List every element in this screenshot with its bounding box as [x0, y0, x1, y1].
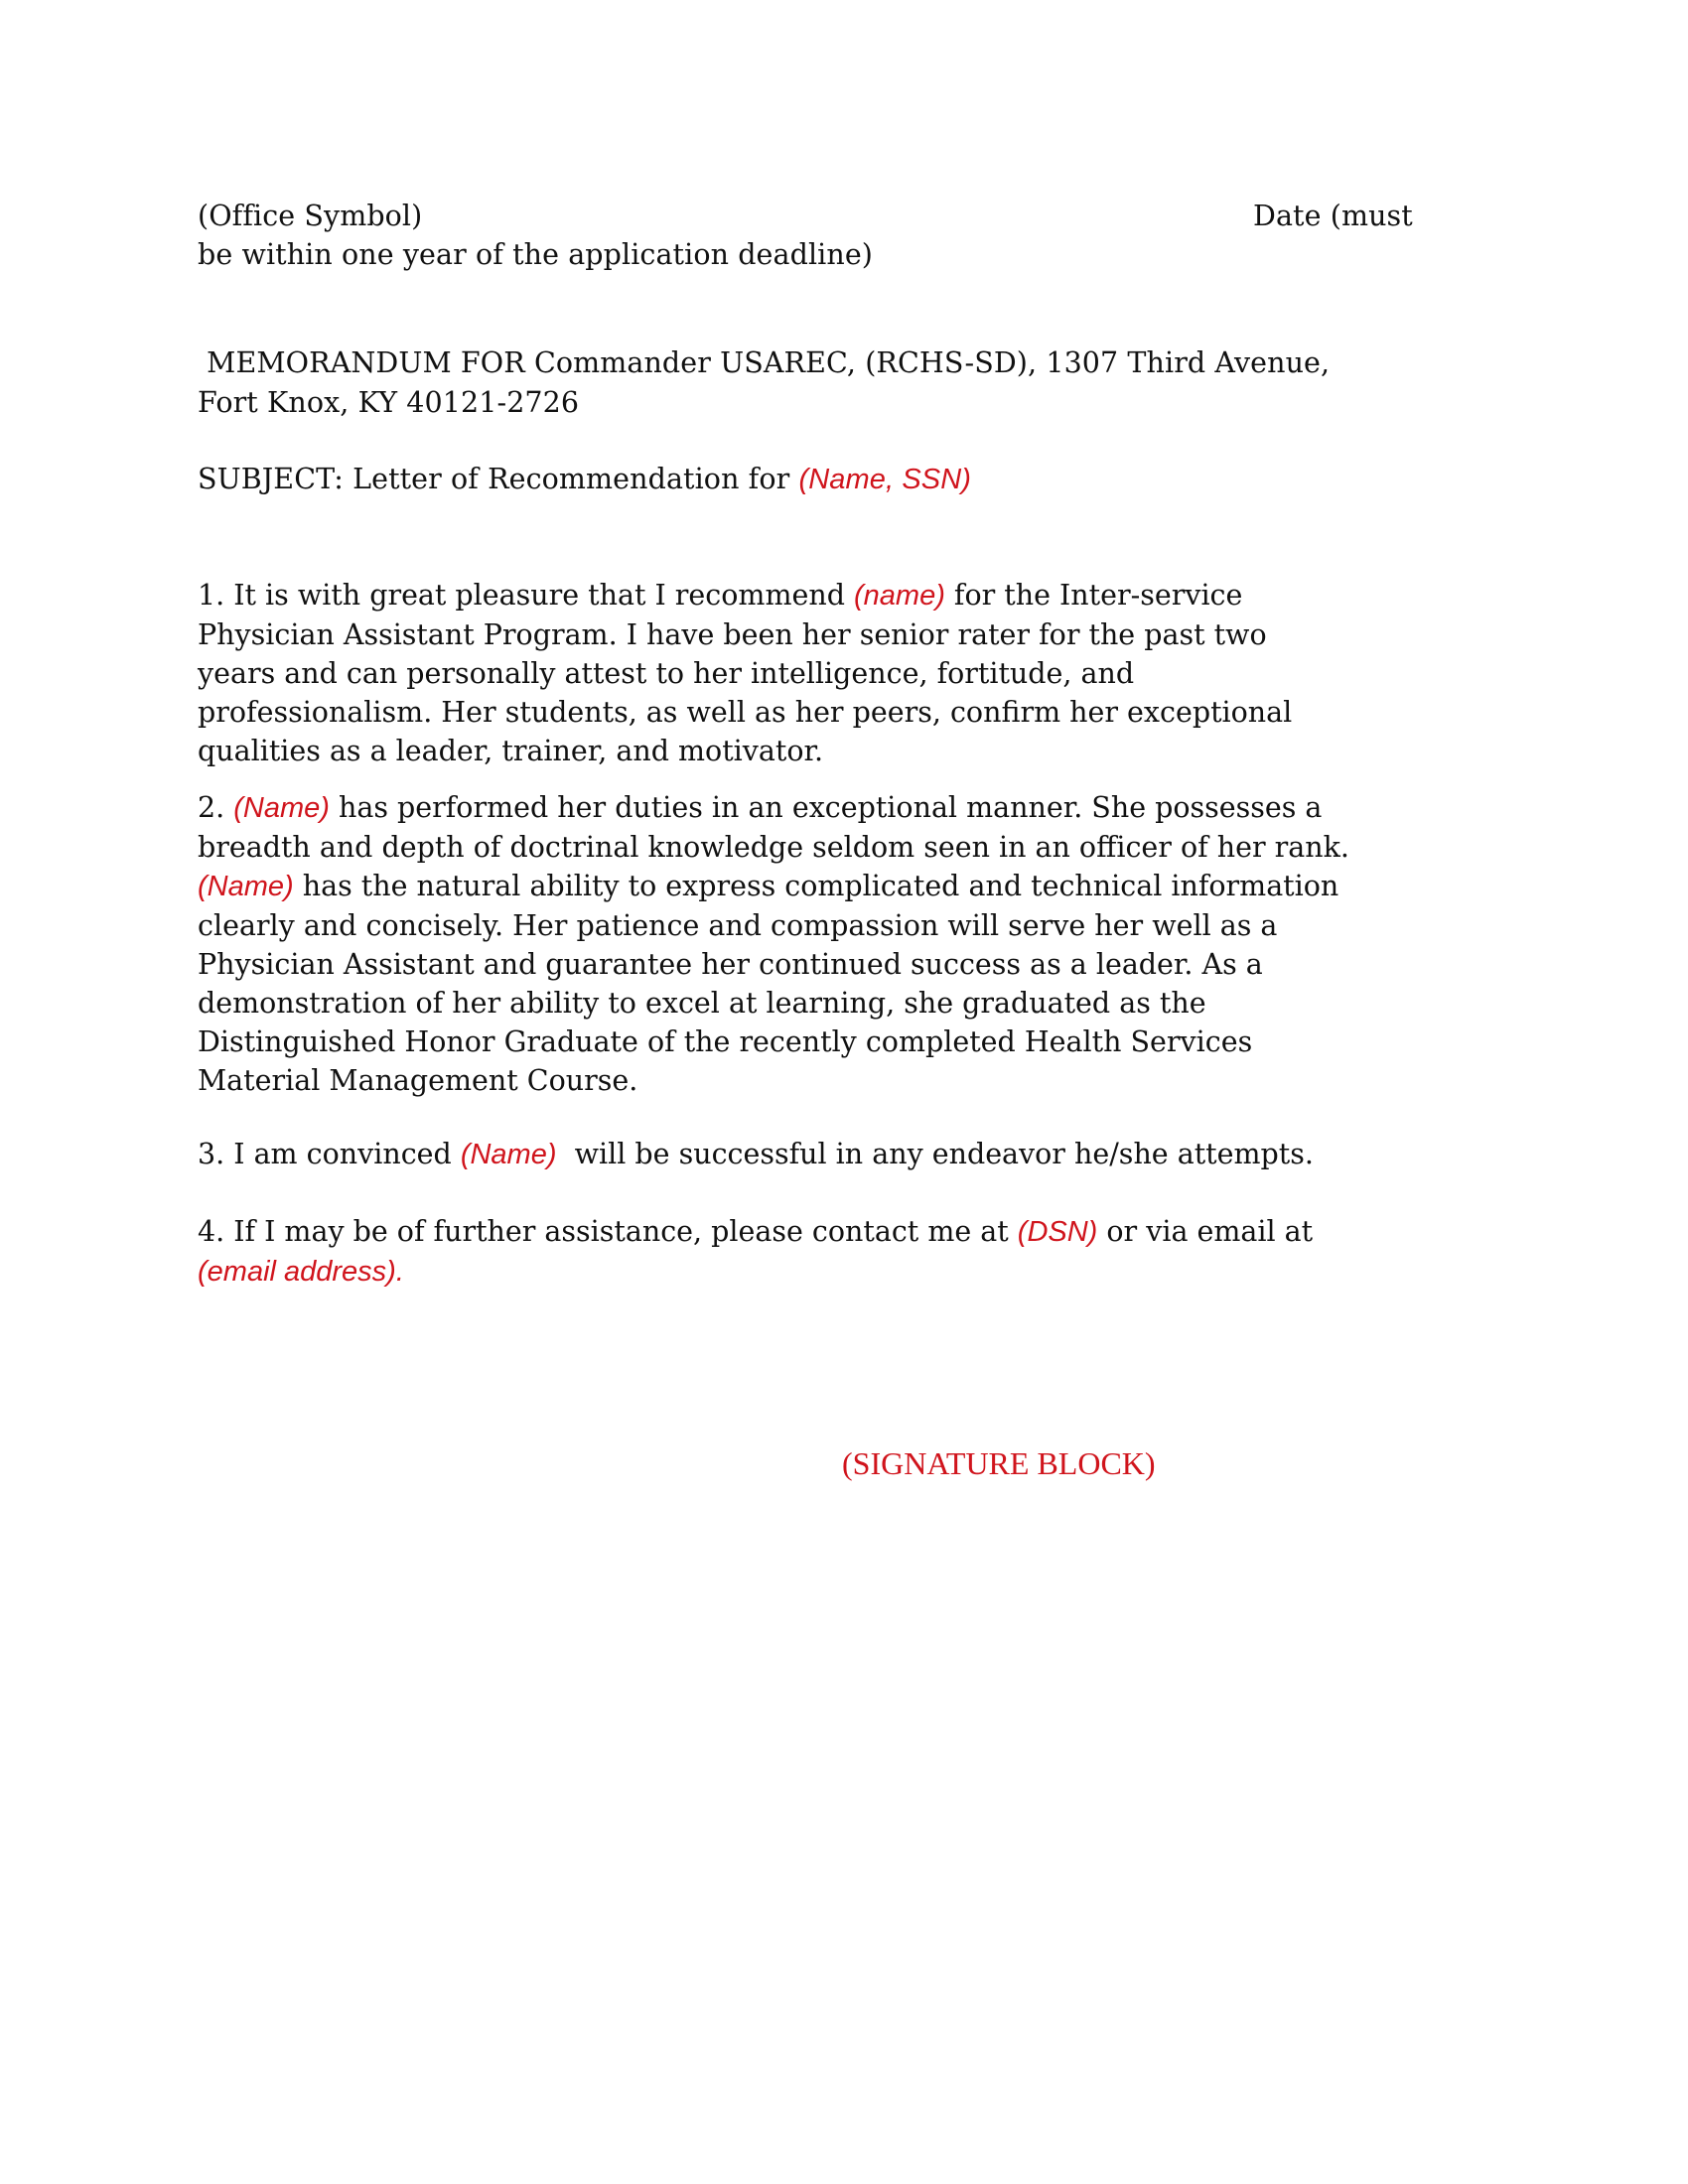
paragraph-4 — [198, 1212, 1528, 1292]
paragraph-2-line-7: Distinguished Honor Graduate of the recently completed Health Services — [198, 1025, 1253, 1058]
date-label: Date (must — [1253, 200, 1413, 232]
paragraph-2-line-2: breadth and depth of doctrinal knowledge seldom seen in an officer of her rank. — [198, 831, 1349, 864]
paragraph-1-line-2: Physician Assistant Program. I have been her senior rater for the past two — [198, 618, 1267, 651]
paragraph-2-line-5: Physician Assistant and guarantee her continued success as a leader. As a — [198, 948, 1263, 981]
subject-placeholder: (Name, SSN) — [798, 464, 971, 495]
paragraph-2-line-1 — [198, 788, 1528, 828]
dsn-placeholder: (DSN) — [1017, 1216, 1098, 1248]
paragraph-2-line-6: demonstration of her ability to excel at learning, she graduated as the — [198, 987, 1206, 1020]
paragraph-1-line-4: professionalism. Her students, as well as her peers, confirm her exceptional — [198, 696, 1293, 729]
text: or via email at — [1097, 1215, 1314, 1248]
text: will be successful in any endeavor he/she attempts. — [556, 1138, 1314, 1170]
text: 1. It is with great pleasure that I recommend — [198, 579, 854, 612]
name-placeholder: (Name) — [198, 871, 294, 902]
subject-label: SUBJECT: Letter of Recommendation for — [198, 463, 799, 495]
text: 3. I am convinced — [198, 1138, 461, 1170]
text: 4. If I may be of further assistance, please contact me at — [198, 1215, 1018, 1248]
paragraph-4-line-2 — [198, 1252, 1528, 1292]
memorandum-address-line: Fort Knox, KY 40121-2726 — [198, 386, 580, 419]
paragraph-1-line-1 — [198, 576, 1528, 615]
paragraph-1-line-5: qualities as a leader, trainer, and motivator. — [198, 735, 824, 767]
name-placeholder: (name) — [854, 580, 945, 612]
memorandum-for-line: MEMORANDUM FOR Commander USAREC, (RCHS-SD), 1307 Third Avenue, — [198, 346, 1331, 379]
text: for the Inter-service — [944, 579, 1243, 612]
paragraph-2-line-4: clearly and concisely. Her patience and compassion will serve her well as a — [198, 909, 1278, 942]
name-placeholder: (Name) — [233, 792, 330, 824]
text: has performed her duties in an exceptional manner. She possesses a — [329, 791, 1323, 824]
name-placeholder: (Name) — [460, 1139, 557, 1170]
date-note: be within one year of the application deadline) — [198, 238, 874, 271]
paragraph-3 — [198, 1135, 1528, 1174]
subject-line — [198, 460, 971, 499]
paragraph-3-line-1 — [198, 1135, 1528, 1174]
office-symbol: (Office Symbol) — [198, 200, 423, 232]
paragraph-2-line-3 — [198, 867, 1528, 906]
paragraph-2 — [198, 788, 1528, 1100]
paragraph-4-line-1 — [198, 1212, 1528, 1252]
text: 2. — [198, 791, 234, 824]
email-placeholder: (email address). — [198, 1256, 404, 1288]
text: has the natural ability to express complicated and technical information — [293, 870, 1339, 902]
signature-block: (SIGNATURE BLOCK) — [842, 1445, 1156, 1481]
paragraph-1-line-3: years and can personally attest to her intelligence, fortitude, and — [198, 657, 1135, 690]
paragraph-1 — [198, 576, 1528, 770]
paragraph-2-line-8: Material Management Course. — [198, 1064, 638, 1097]
